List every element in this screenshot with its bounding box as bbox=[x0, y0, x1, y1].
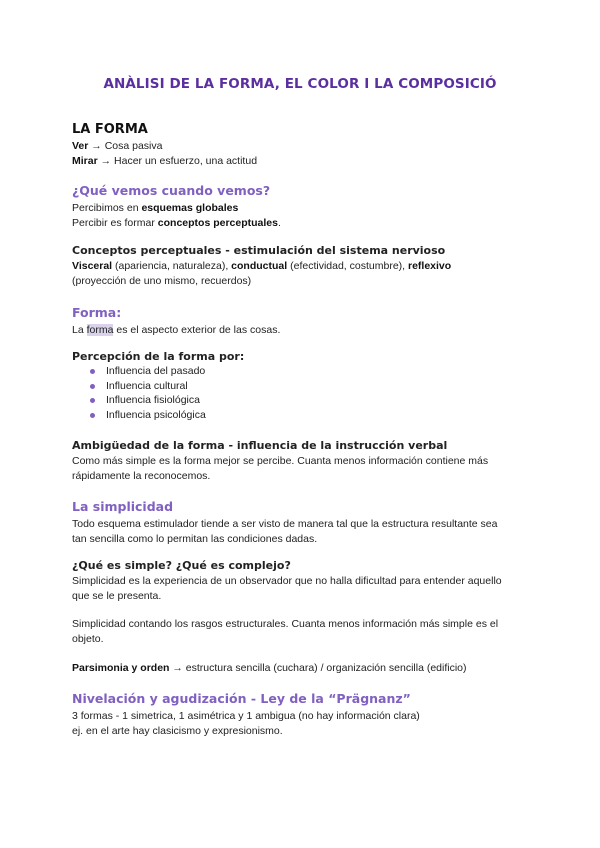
text-span: . bbox=[278, 217, 281, 229]
list-item bbox=[90, 393, 540, 408]
text-span: estructura sencilla (cuchara) / organización sencilla (edificio) bbox=[182, 662, 467, 674]
section-la-forma bbox=[72, 122, 540, 169]
ver-line bbox=[72, 139, 540, 154]
arrow-icon: → bbox=[172, 662, 183, 674]
heading-nivelacion: Nivelación y agudización - Ley de la “Prägnanz” bbox=[72, 691, 411, 706]
nivelacion-line-1: 3 formas - 1 simetrica, 1 asimétrica y 1 ambigua (no hay información clara) bbox=[72, 710, 420, 722]
text-span: es el aspecto exterior de las cosas. bbox=[113, 324, 281, 336]
heading-simplicidad: La simplicidad bbox=[72, 499, 174, 514]
heading-ambiguedad: Ambigüedad de la forma - influencia de la instrucción verbal bbox=[72, 439, 448, 452]
mirar-text: Hacer un esfuerzo, una actitud bbox=[114, 155, 258, 167]
list-item-text: Influencia psicológica bbox=[106, 408, 206, 421]
arrow-icon: → bbox=[100, 155, 112, 167]
que-vemos-line-1 bbox=[72, 201, 540, 216]
simplicidad-line-2: tan sencilla como lo permitan las condiciones dadas. bbox=[72, 533, 318, 545]
section-ambiguedad bbox=[72, 439, 540, 484]
text-span: Percibimos en bbox=[72, 202, 142, 214]
forma-line bbox=[72, 323, 540, 338]
text-span: Percibir es formar bbox=[72, 217, 158, 229]
bullet-icon bbox=[90, 369, 95, 374]
section-simplicidad bbox=[72, 499, 540, 547]
percepcion-list bbox=[72, 364, 540, 422]
heading-la-forma: LA FORMA bbox=[72, 122, 148, 137]
section-conceptos bbox=[72, 244, 540, 289]
list-item-text: Influencia fisiológica bbox=[106, 394, 200, 406]
conceptos-line-1 bbox=[72, 259, 540, 274]
list-item bbox=[90, 364, 540, 379]
section-que-vemos bbox=[72, 183, 540, 231]
section-percepcion bbox=[72, 350, 540, 422]
heading-forma: Forma: bbox=[72, 305, 122, 320]
heading-conceptos: Conceptos perceptuales - estimulación del sistema nervioso bbox=[72, 244, 446, 257]
bold-span: Visceral bbox=[72, 260, 113, 272]
heading-simple-complejo: ¿Qué es simple? ¿Qué es complejo? bbox=[72, 559, 291, 572]
section-nivelacion bbox=[72, 691, 540, 739]
mirar-line bbox=[72, 154, 540, 169]
list-item-text: Influencia del pasado bbox=[106, 365, 206, 377]
bold-span: conceptos perceptuales bbox=[157, 217, 278, 229]
heading-percepcion: Percepción de la forma por: bbox=[72, 350, 245, 363]
heading-que-vemos: ¿Qué vemos cuando vemos? bbox=[72, 183, 271, 198]
bold-span: reflexivo bbox=[407, 260, 452, 272]
highlighted-word: forma bbox=[86, 324, 114, 336]
simple-line-2: que se le presenta. bbox=[72, 590, 162, 602]
list-item-text: Influencia cultural bbox=[106, 379, 188, 392]
ambiguedad-line-1: Como más simple es la forma mejor se percibe. Cuanta menos información contiene más bbox=[72, 455, 489, 467]
ver-text: Cosa pasiva bbox=[104, 140, 163, 152]
section-simple-complejo bbox=[72, 559, 540, 647]
bullet-icon bbox=[90, 384, 95, 389]
ver-label: Ver bbox=[72, 140, 89, 152]
bullet-icon bbox=[90, 413, 95, 418]
simple-line-3: Simplicidad contando los rasgos estructurales. Cuanta menos información más simple es el bbox=[72, 618, 499, 630]
parsimonia-line bbox=[72, 661, 540, 676]
nivelacion-line-2: ej. en el arte hay clasicismo y expresionismo. bbox=[72, 725, 283, 737]
ambiguedad-line-2: rápidamente la reconocemos. bbox=[72, 470, 211, 482]
simple-line-1: Simplicidad es la experiencia de un observador que no halla dificultad para entender aquello bbox=[72, 575, 502, 587]
text-span: (apariencia, naturaleza), bbox=[112, 260, 232, 272]
bold-span: conductual bbox=[231, 260, 288, 272]
section-parsimonia bbox=[72, 661, 540, 676]
bold-span: esquemas globales bbox=[141, 202, 239, 214]
bold-span: Parsimonia y orden bbox=[72, 662, 170, 674]
section-forma bbox=[72, 305, 540, 338]
simplicidad-line-1: Todo esquema estimulador tiende a ser visto de manera tal que la estructura resultante sea bbox=[72, 518, 498, 530]
bullet-icon bbox=[90, 398, 95, 403]
conceptos-line-2: (proyección de uno mismo, recuerdos) bbox=[72, 275, 252, 287]
text-span: (efectividad, costumbre), bbox=[287, 260, 408, 272]
list-item bbox=[90, 408, 540, 423]
document-title: ANÀLISI DE LA FORMA, EL COLOR I LA COMPOSICIÓ bbox=[103, 76, 497, 92]
text-span: La bbox=[72, 324, 87, 336]
que-vemos-line-2 bbox=[72, 216, 540, 231]
arrow-icon: → bbox=[91, 140, 102, 152]
mirar-label: Mirar bbox=[72, 155, 98, 167]
list-item bbox=[90, 379, 540, 394]
simple-line-4: objeto. bbox=[72, 633, 104, 645]
